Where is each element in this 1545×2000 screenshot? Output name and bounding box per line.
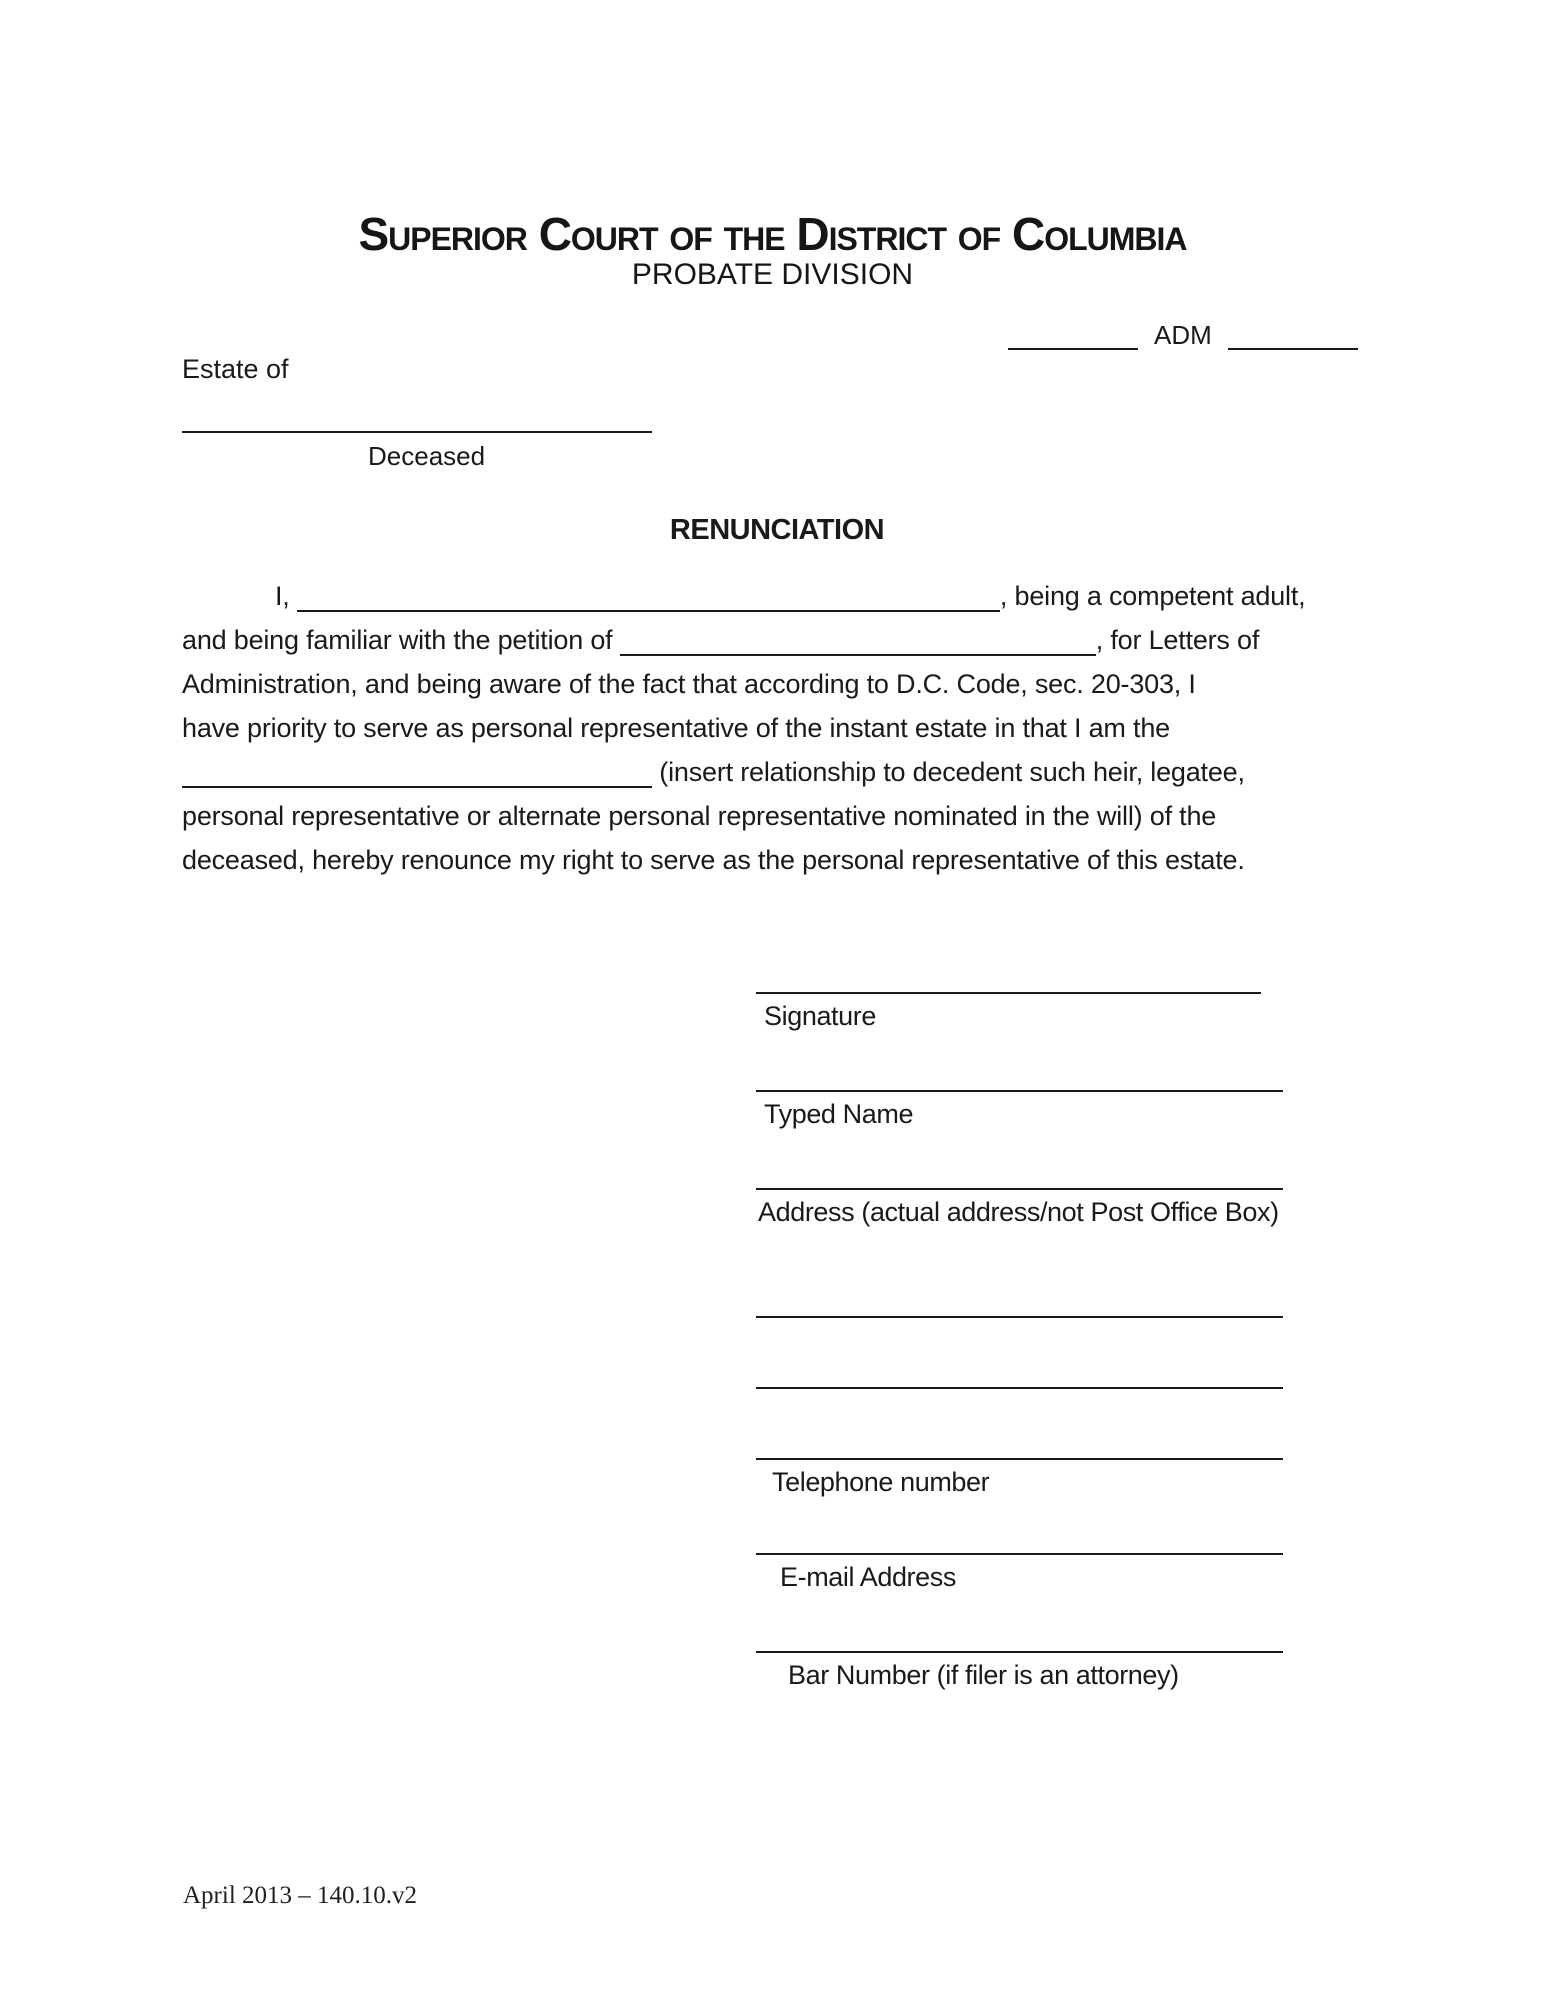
case-number-prefix-line — [1008, 320, 1138, 350]
address-line-3-label — [756, 1389, 1283, 1395]
paragraph-text: (insert relationship to decedent such heir, legatee, — [652, 757, 1245, 787]
telephone-line — [756, 1458, 1283, 1498]
estate-of-label: Estate of — [182, 354, 289, 384]
relationship-blank — [182, 777, 652, 788]
email-line — [756, 1553, 1283, 1593]
petitioner-name-blank — [620, 645, 1096, 656]
paragraph-text: , for Letters of — [1095, 625, 1260, 655]
bar-number-label: Bar Number (if filer is an attorney) — [788, 1660, 1179, 1690]
paragraph-line: personal representative or alternate personal representative nominated in the will) of the — [182, 801, 1217, 831]
address-line — [756, 1188, 1283, 1228]
paragraph-line — [182, 750, 1392, 794]
case-number-row — [1008, 320, 1358, 350]
form-heading: RENUNCIATION — [669, 514, 885, 546]
renunciation-paragraph — [182, 574, 1392, 882]
declarant-name-blank — [297, 601, 1000, 612]
division-subtitle: PROBATE DIVISION — [631, 258, 914, 291]
decedent-name-line — [182, 431, 652, 433]
paragraph-line — [182, 574, 1392, 618]
typed-name-label: Typed Name — [764, 1099, 914, 1129]
paragraph-line: deceased, hereby renounce my right to serve as the personal representative of this estate. — [182, 845, 1245, 875]
address-line-2 — [756, 1316, 1283, 1324]
address-line-2-label — [756, 1318, 1283, 1324]
court-title: Superior Court of the District of Columbia — [358, 208, 1187, 260]
paragraph-text: I, — [275, 581, 297, 611]
bar-number-line — [756, 1651, 1283, 1691]
address-line-3 — [756, 1387, 1283, 1395]
paragraph-text: , being a competent adult, — [999, 581, 1306, 611]
paragraph-line: have priority to serve as personal representative of the instant estate in that I am the — [182, 713, 1170, 743]
paragraph-line: Administration, and being aware of the fact that according to D.C. Code, sec. 20-303, I — [182, 669, 1196, 699]
form-version-note: April 2013 – 140.10.v2 — [183, 1882, 418, 1909]
telephone-label: Telephone number — [772, 1467, 990, 1497]
paragraph-line — [182, 618, 1392, 662]
paragraph-text: and being familiar with the petition of — [182, 625, 620, 655]
case-number-suffix-line — [1228, 320, 1358, 350]
address-label: Address (actual address/not Post Office Box) — [758, 1197, 1279, 1227]
adm-label: ADM — [1154, 320, 1212, 350]
typed-name-line — [756, 1090, 1283, 1130]
deceased-label: Deceased — [368, 441, 486, 471]
signature-label: Signature — [764, 1001, 876, 1031]
email-label: E-mail Address — [780, 1562, 956, 1592]
signature-line — [756, 992, 1261, 1032]
